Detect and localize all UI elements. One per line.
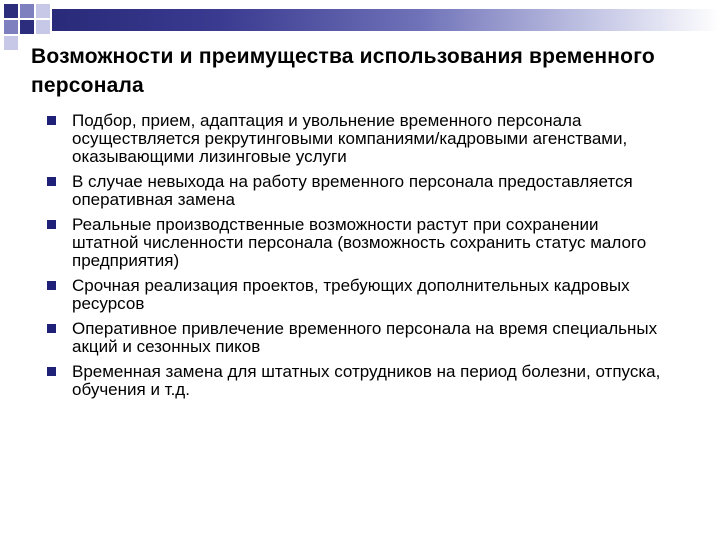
slide-title: Возможности и преимущества использования временного персонала	[31, 45, 655, 97]
bullet-list	[45, 112, 665, 406]
decor-square	[36, 4, 50, 18]
square-bullet-icon	[47, 281, 56, 290]
bullet-text: В случае невыхода на работу временного персонала предоставляется оперативная замена	[72, 172, 633, 209]
square-bullet-icon	[47, 220, 56, 229]
bullet-item	[45, 363, 665, 399]
bullet-text: Оперативное привлечение временного персонала на время специальных акций и сезонных пиков	[72, 319, 658, 356]
square-bullet-icon	[47, 116, 56, 125]
bullet-text: Временная замена для штатных сотрудников на период болезни, отпуска, обучения и т.д.	[72, 362, 661, 399]
bullet-item	[45, 216, 665, 270]
header-gradient-bar	[52, 9, 720, 31]
decor-square	[20, 20, 34, 34]
square-bullet-icon	[47, 324, 56, 333]
decor-square	[36, 20, 50, 34]
decor-square	[4, 4, 18, 18]
bullet-item	[45, 320, 665, 356]
square-bullet-icon	[47, 367, 56, 376]
bullet-text: Срочная реализация проектов, требующих дополнительных кадровых ресурсов	[72, 276, 630, 313]
bullet-item	[45, 277, 665, 313]
bullet-item	[45, 112, 665, 166]
bullet-text: Подбор, прием, адаптация и увольнение временного персонала осуществляется рекрутинговыми компаниями/кадровыми агенствами, оказывающими лизинговые услуги	[72, 111, 628, 166]
decor-square	[4, 36, 18, 50]
square-bullet-icon	[47, 177, 56, 186]
bullet-item	[45, 173, 665, 209]
decor-square	[20, 4, 34, 18]
bullet-text: Реальные производственные возможности растут при сохранении штатной численности персонала (возможность сохранить статус малого предприятия)	[72, 215, 647, 270]
decor-square	[4, 20, 18, 34]
